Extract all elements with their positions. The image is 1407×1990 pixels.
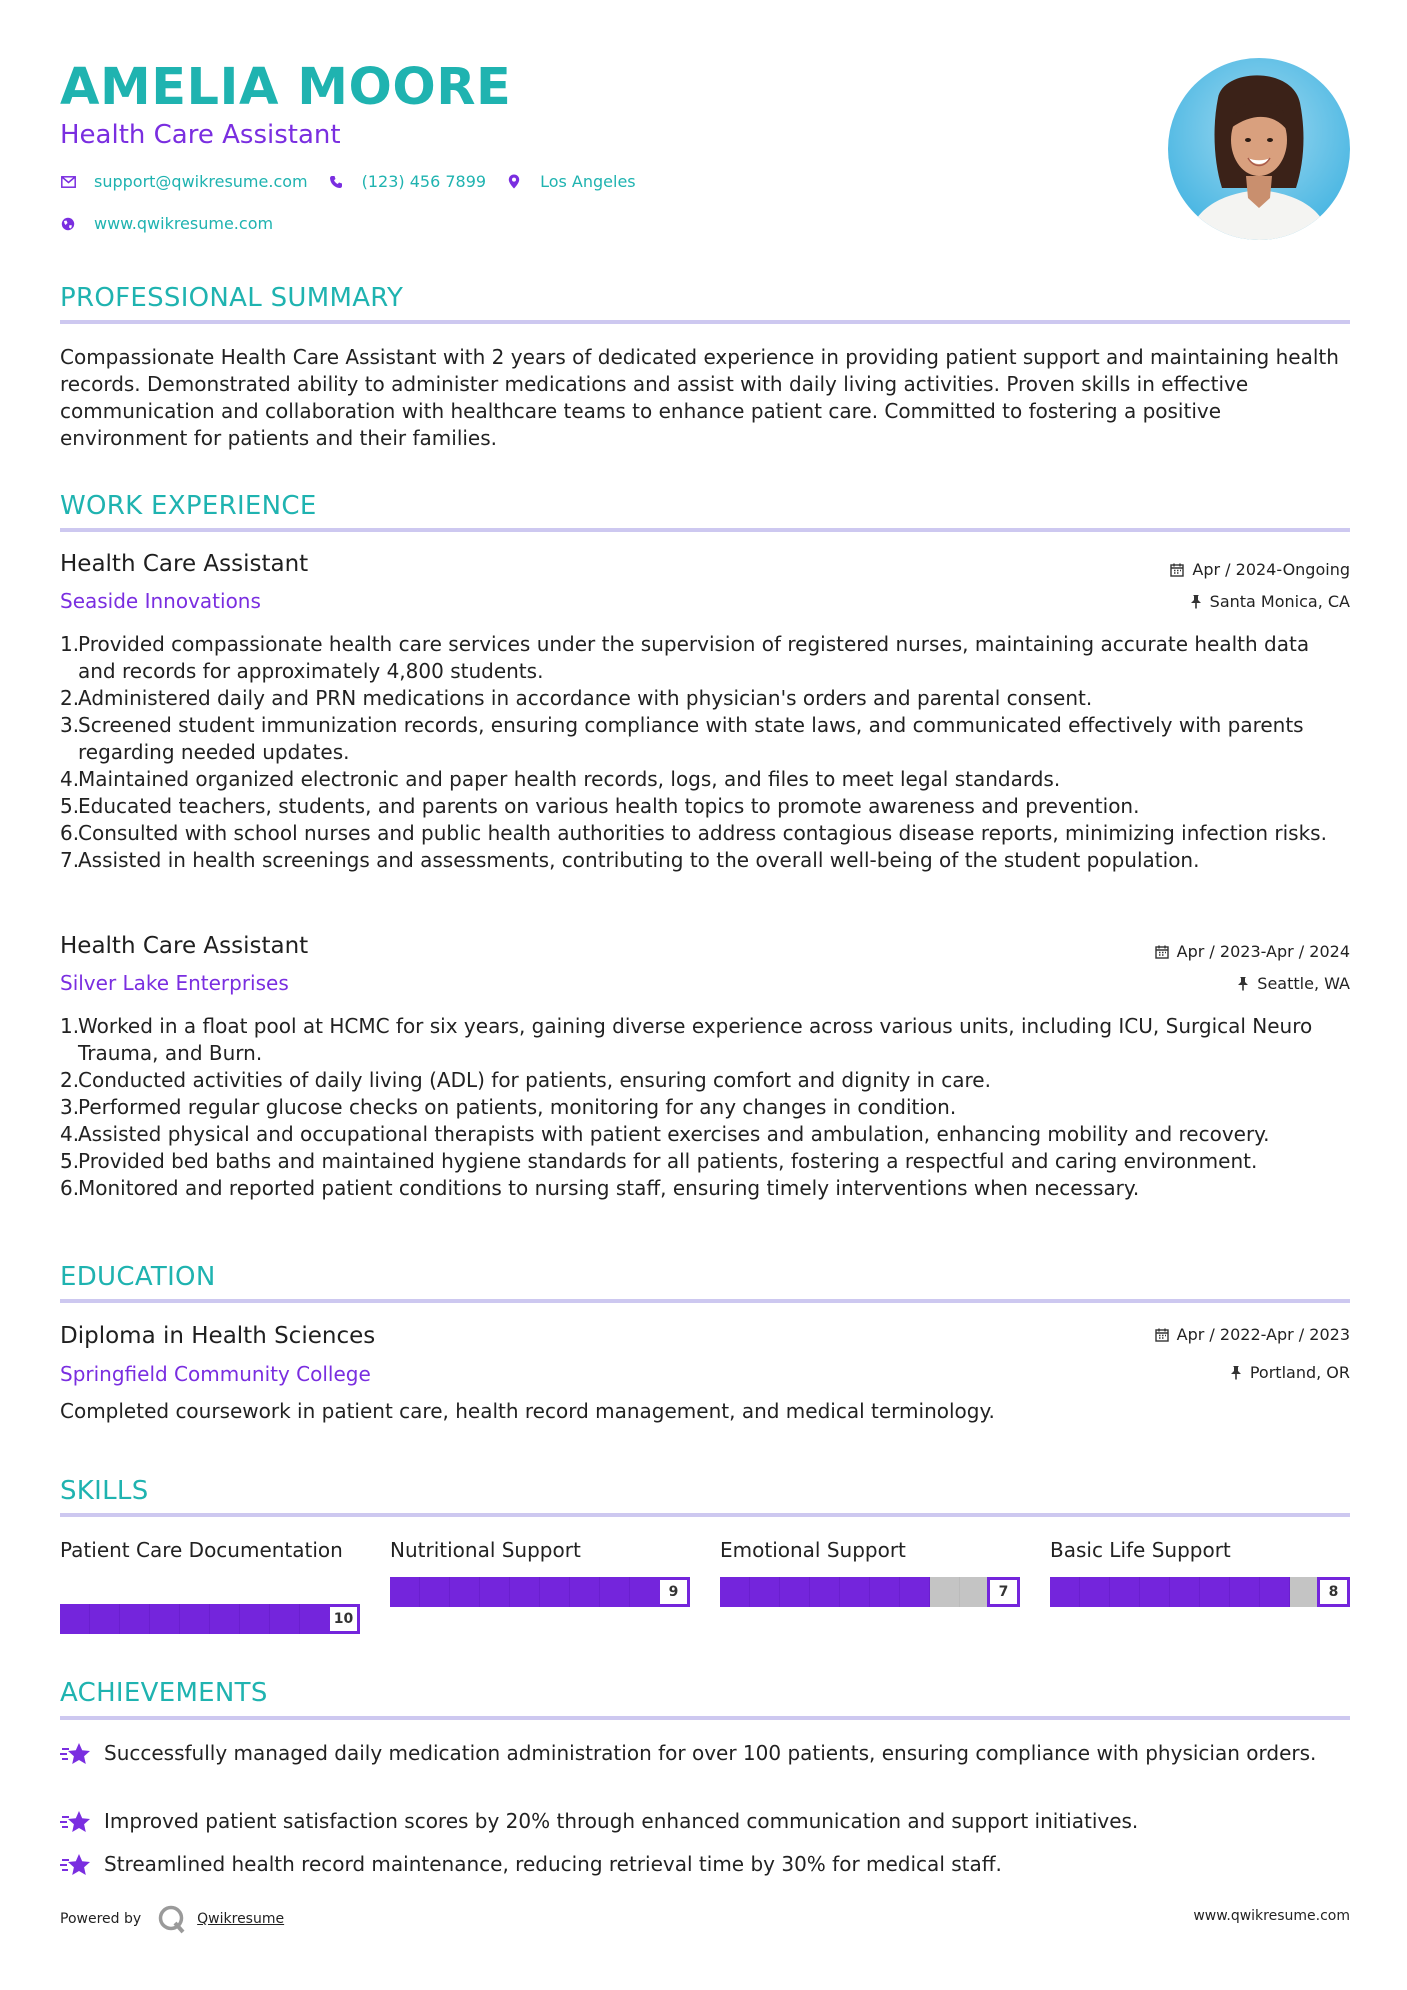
skill-level-bar (60, 1604, 360, 1634)
qwikresume-link[interactable]: Qwikresume (197, 1911, 285, 1927)
skill-segment-filled (1080, 1577, 1110, 1607)
powered-by-label: Powered by (60, 1911, 142, 1927)
list-item: 7. Assisted in health screenings and assessments, contributing to the overall well-being of the student population. (60, 848, 1200, 872)
skill-segment-filled (780, 1577, 810, 1607)
achievement-item (60, 1851, 1350, 1886)
skill-segment-filled (270, 1604, 300, 1634)
list-item: 5. Provided bed baths and maintained hygiene standards for all patients, fostering a respectful and caring environment. (60, 1149, 1258, 1173)
skill-segment-filled (1230, 1577, 1260, 1607)
skill-segment-filled (180, 1604, 210, 1634)
job-dates-text: Apr / 2024-Ongoing (1192, 560, 1350, 579)
degree-title: Diploma in Health Sciences (60, 1323, 376, 1349)
list-item: 6. Consulted with school nurses and public health authorities to address contagious disease reports, minimizing infection risks. (60, 821, 1327, 845)
list-item: 2. Administered daily and PRN medications in accordance with physician's orders and parental consent. (60, 686, 1093, 710)
skill-level-badge: 9 (657, 1577, 690, 1607)
education-heading: EDUCATION (60, 1262, 216, 1292)
list-item: 4. Assisted physical and occupational therapists with patient exercises and ambulation, enhancing mobility and recovery. (60, 1122, 1270, 1146)
phone-item[interactable] (328, 172, 486, 191)
location-text: Los Angeles (540, 172, 636, 191)
job-dates-text: Apr / 2023-Apr / 2024 (1176, 942, 1350, 961)
list-item: 5. Educated teachers, students, and parents on various health topics to promote awareness and prevention. (60, 794, 1140, 818)
job-dates (1170, 560, 1350, 579)
achievement-text: Improved patient satisfaction scores by 20% through enhanced communication and support initiatives. (104, 1809, 1139, 1833)
skill-item (390, 1537, 690, 1600)
globe-icon (60, 216, 76, 232)
website-row (60, 214, 293, 233)
education-divider (60, 1299, 1350, 1303)
achievement-text: Streamlined health record maintenance, reducing retrieval time by 30% for medical staff. (104, 1852, 1002, 1876)
job-location (1237, 974, 1350, 993)
skill-segment-filled (1260, 1577, 1290, 1607)
candidate-name: AMELIA MOORE (60, 58, 512, 117)
job-dates (1155, 942, 1350, 961)
school-name: Springfield Community College (60, 1362, 371, 1386)
phone-text: (123) 456 7899 (361, 172, 487, 191)
website-item[interactable] (60, 214, 273, 233)
skills-divider (60, 1513, 1350, 1517)
education-dates-text: Apr / 2022-Apr / 2023 (1176, 1325, 1350, 1344)
summary-heading: PROFESSIONAL SUMMARY (60, 283, 404, 313)
achievements-heading: ACHIEVEMENTS (60, 1678, 268, 1708)
calendar-icon (1155, 1328, 1169, 1342)
star-icon (60, 1851, 104, 1886)
resume-page (60, 0, 1350, 1990)
location-item (506, 172, 636, 191)
profile-photo (1168, 58, 1350, 240)
pushpin-icon (1190, 594, 1202, 609)
education-description: Completed coursework in patient care, health record management, and medical terminology. (60, 1399, 995, 1423)
job-title: Health Care Assistant (60, 933, 309, 959)
skill-segment-filled (810, 1577, 840, 1607)
skill-segment-filled (1140, 1577, 1170, 1607)
skill-level-badge: 10 (327, 1604, 360, 1634)
list-item: 2. Conducted activities of daily living (ADL) for patients, ensuring comfort and dignity in care. (60, 1068, 991, 1092)
job-location-text: Seattle, WA (1257, 974, 1350, 993)
calendar-icon (1170, 563, 1184, 577)
pushpin-icon (1230, 1365, 1242, 1380)
skill-name: Patient Care Documentation (60, 1538, 343, 1562)
skill-name: Basic Life Support (1050, 1538, 1231, 1562)
education-location (1230, 1363, 1350, 1382)
website-text: www.qwikresume.com (94, 214, 274, 233)
footer-powered-by (60, 1904, 284, 1934)
contact-row (60, 172, 656, 191)
skill-segment-filled (300, 1604, 330, 1634)
skill-segment-filled (750, 1577, 780, 1607)
map-pin-icon (506, 174, 522, 190)
achievement-item (60, 1740, 1350, 1775)
job-location-text: Santa Monica, CA (1209, 592, 1350, 611)
list-item: 3. Screened student immunization records, ensuring compliance with state laws, and communicated effectively with parents regarding needed updates. (60, 713, 1304, 764)
skill-segment-filled (540, 1577, 570, 1607)
experience-heading: WORK EXPERIENCE (60, 491, 317, 521)
footer-website[interactable]: www.qwikresume.com (1193, 1908, 1350, 1924)
skill-level-bar (390, 1577, 690, 1607)
candidate-title: Health Care Assistant (60, 120, 341, 150)
list-item: 4. Maintained organized electronic and paper health records, logs, and files to meet legal standards. (60, 767, 1061, 791)
company-name: Seaside Innovations (60, 589, 261, 613)
skill-segment-filled (900, 1577, 930, 1607)
list-item: 3. Performed regular glucose checks on patients, monitoring for any changes in condition. (60, 1095, 957, 1119)
skill-item (60, 1537, 360, 1627)
skill-segment-filled (1050, 1577, 1080, 1607)
skill-segment-filled (120, 1604, 150, 1634)
list-item: 1. Worked in a float pool at HCMC for six years, gaining diverse experience across various units, including ICU, Surgical Neuro Trauma, and Burn. (60, 1014, 1313, 1065)
star-icon (60, 1808, 104, 1843)
skill-level-badge: 8 (1317, 1577, 1350, 1607)
job-responsibilities (60, 1013, 1350, 1202)
skill-segment-filled (390, 1577, 420, 1607)
skill-segment-filled (210, 1604, 240, 1634)
calendar-icon (1155, 945, 1169, 959)
skill-segment-filled (840, 1577, 870, 1607)
achievements-divider (60, 1716, 1350, 1720)
skill-segment-filled (1170, 1577, 1200, 1607)
skill-segment-filled (90, 1604, 120, 1634)
skill-name: Nutritional Support (390, 1538, 581, 1562)
skill-segment-filled (600, 1577, 630, 1607)
star-icon (60, 1740, 104, 1775)
summary-divider (60, 320, 1350, 324)
skill-level-bar (1050, 1577, 1350, 1607)
skill-segment-filled (240, 1604, 270, 1634)
skill-segment-filled (870, 1577, 900, 1607)
skill-segment-filled (630, 1577, 660, 1607)
skills-heading: SKILLS (60, 1476, 149, 1506)
phone-icon (328, 174, 344, 190)
list-item: 1. Provided compassionate health care services under the supervision of registered nurses, maintaining accurate health data and records for approximately 4,800 students. (60, 632, 1310, 683)
education-dates (1155, 1325, 1350, 1344)
skill-segment-filled (150, 1604, 180, 1634)
pushpin-icon (1237, 976, 1249, 991)
job-title: Health Care Assistant (60, 551, 309, 577)
skill-segment-filled (720, 1577, 750, 1607)
experience-divider (60, 528, 1350, 532)
skill-item (1050, 1537, 1350, 1600)
qwikresume-logo-icon (157, 1904, 187, 1934)
skill-name: Emotional Support (720, 1538, 906, 1562)
summary-text: Compassionate Health Care Assistant with 2 years of dedicated experience in providing patient support and maintaining health records. Demonstrated ability to administer medications and assist with daily living activities. Proven skills in effective communication and collaboration with healthcare teams to enhance patient care. Committed to fostering a positive environment for patients and their families. (60, 345, 1339, 450)
education-location-text: Portland, OR (1249, 1363, 1350, 1382)
skill-item (720, 1537, 1020, 1600)
skill-segment-empty (1290, 1577, 1320, 1607)
email-text: support@qwikresume.com (94, 172, 308, 191)
skill-segment-filled (450, 1577, 480, 1607)
email-item[interactable] (60, 172, 308, 191)
skill-segment-empty (960, 1577, 990, 1607)
skill-segment-filled (420, 1577, 450, 1607)
job-location (1190, 592, 1350, 611)
job-responsibilities (60, 631, 1350, 874)
skill-segment-filled (1110, 1577, 1140, 1607)
achievement-text: Successfully managed daily medication administration for over 100 patients, ensuring compliance with physician orders. (104, 1741, 1317, 1765)
achievement-item (60, 1808, 1350, 1843)
list-item: 6. Monitored and reported patient conditions to nursing staff, ensuring timely interventions when necessary. (60, 1176, 1140, 1200)
skill-segment-filled (60, 1604, 90, 1634)
skill-segment-filled (570, 1577, 600, 1607)
skill-segment-filled (510, 1577, 540, 1607)
skill-segment-empty (930, 1577, 960, 1607)
company-name: Silver Lake Enterprises (60, 971, 289, 995)
envelope-icon (60, 174, 76, 190)
skill-level-bar (720, 1577, 1020, 1607)
skill-segment-filled (480, 1577, 510, 1607)
skill-level-badge: 7 (987, 1577, 1020, 1607)
skill-segment-filled (1200, 1577, 1230, 1607)
